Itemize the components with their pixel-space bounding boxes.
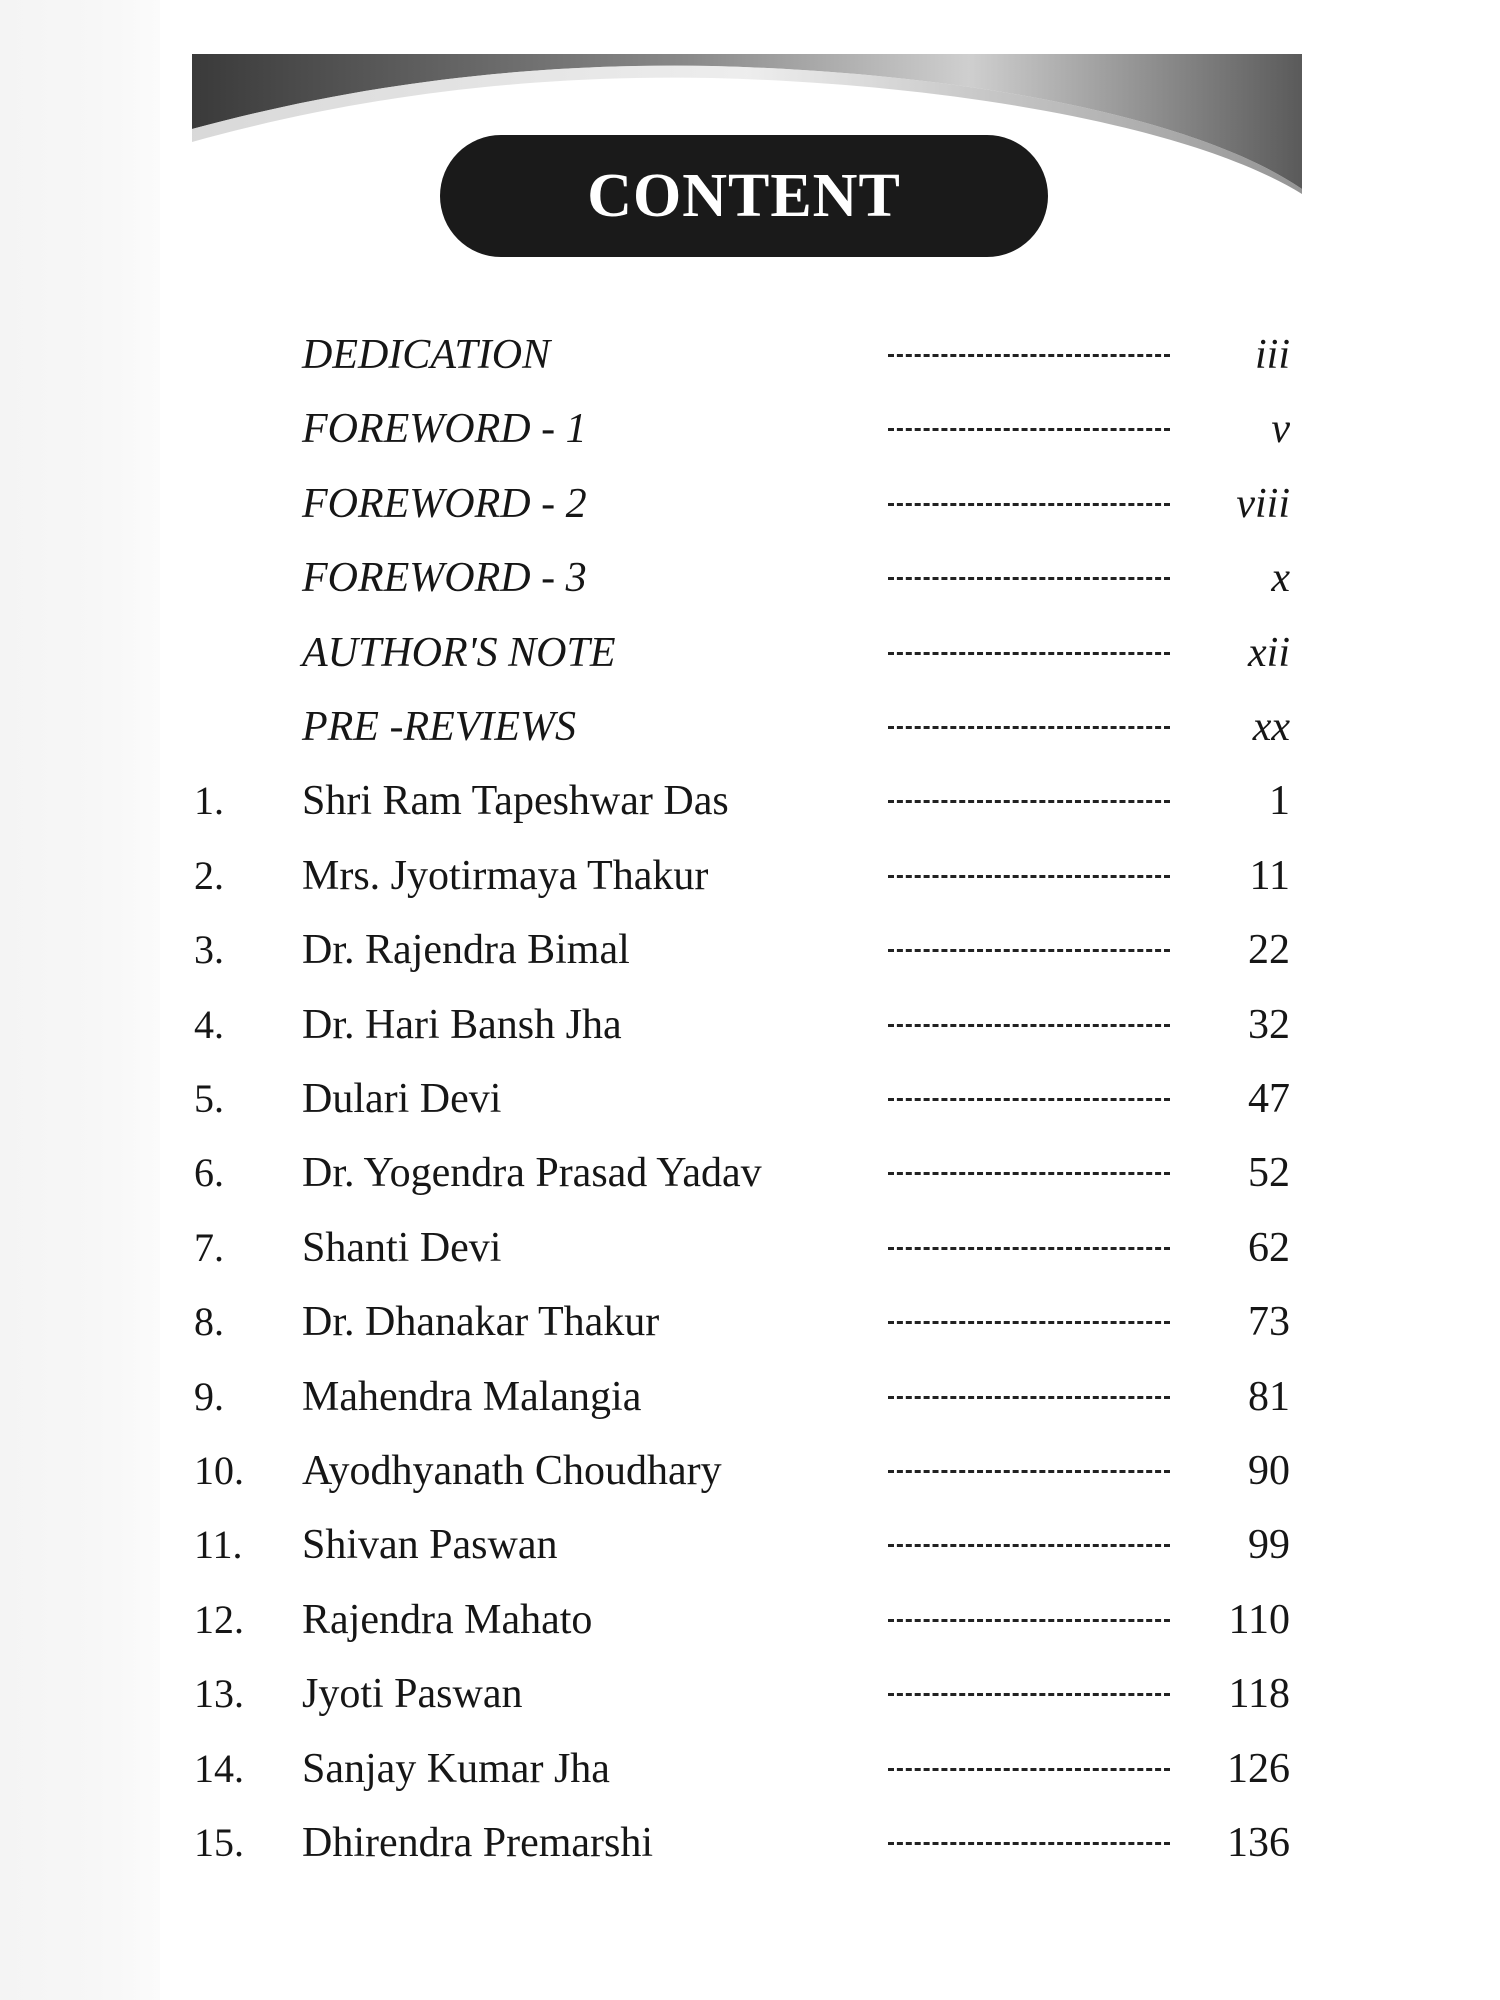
toc-entry-page-number: 1 xyxy=(1269,778,1290,825)
toc-entry-page-number: 47 xyxy=(1248,1076,1290,1122)
toc-dot-leader xyxy=(888,1693,1170,1696)
toc-entry-number: 12. xyxy=(194,1596,244,1642)
toc-entry-page-number: viii xyxy=(1236,480,1290,527)
toc-entry-page-number: 90 xyxy=(1248,1448,1290,1494)
toc-entry-page-number: 62 xyxy=(1248,1224,1290,1271)
toc-entry-page-number: 73 xyxy=(1248,1299,1290,1346)
toc-entry-page-number: 126 xyxy=(1227,1745,1290,1792)
toc-entry xyxy=(0,541,1500,615)
toc-entry-number: 6. xyxy=(194,1150,224,1196)
toc-entry xyxy=(0,1508,1500,1582)
toc-entry-title: Rajendra Mahato xyxy=(302,1596,593,1643)
toc-entry-page-number: 81 xyxy=(1248,1373,1290,1420)
toc-entry xyxy=(0,1285,1500,1359)
toc-dot-leader xyxy=(888,1842,1170,1845)
toc-dot-leader xyxy=(888,1247,1170,1250)
toc-entry xyxy=(0,1657,1500,1731)
toc-entry-page-number: 118 xyxy=(1228,1671,1290,1718)
toc-entry xyxy=(0,1806,1500,1880)
toc-dot-leader xyxy=(888,428,1170,431)
toc-entry xyxy=(0,1434,1500,1508)
toc-entry-title: Shanti Devi xyxy=(302,1224,502,1271)
toc-entry xyxy=(0,764,1500,838)
toc-entry-number: 14. xyxy=(194,1745,244,1791)
toc-entry-title: DEDICATION xyxy=(302,332,551,378)
toc-entry xyxy=(0,913,1500,987)
toc-entry-title: Dr. Rajendra Bimal xyxy=(302,927,630,974)
toc-entry xyxy=(0,1211,1500,1285)
toc-entry-page-number: v xyxy=(1271,406,1290,453)
toc-entry-number: 5. xyxy=(194,1076,224,1121)
toc-dot-leader xyxy=(888,1024,1170,1027)
toc-dot-leader xyxy=(888,800,1170,803)
toc-dot-leader xyxy=(888,354,1170,357)
toc-dot-leader xyxy=(888,1172,1170,1175)
toc-entry-title: Ayodhyanath Choudhary xyxy=(302,1448,722,1494)
toc-entry-title: Shri Ram Tapeshwar Das xyxy=(302,778,729,825)
toc-entry xyxy=(0,1062,1500,1136)
toc-entry-number: 7. xyxy=(194,1224,224,1270)
toc-dot-leader xyxy=(888,875,1170,878)
toc-entry xyxy=(0,1732,1500,1806)
toc-entry xyxy=(0,1360,1500,1434)
toc-entry xyxy=(0,690,1500,764)
toc-entry-title: Dr. Dhanakar Thakur xyxy=(302,1299,660,1346)
toc-dot-leader xyxy=(888,1098,1170,1101)
toc-entry-page-number: 99 xyxy=(1248,1522,1290,1569)
toc-entry-page-number: 11 xyxy=(1249,852,1290,899)
toc-entry xyxy=(0,1136,1500,1210)
toc-dot-leader xyxy=(888,726,1170,729)
toc-entry-title: Dr. Yogendra Prasad Yadav xyxy=(302,1150,762,1197)
toc-dot-leader xyxy=(888,1544,1170,1547)
toc-entry xyxy=(0,616,1500,690)
toc-entry-page-number: 32 xyxy=(1248,1001,1290,1048)
toc-entry-title: Mrs. Jyotirmaya Thakur xyxy=(302,852,709,899)
toc-entry xyxy=(0,988,1500,1062)
toc-dot-leader xyxy=(888,503,1170,506)
toc-entry-page-number: 136 xyxy=(1227,1820,1290,1866)
toc-entry-title: Dhirendra Premarshi xyxy=(302,1820,654,1866)
toc-entry xyxy=(0,467,1500,541)
toc-entry-title: FOREWORD - 2 xyxy=(302,480,587,527)
toc-entry-page-number: xii xyxy=(1248,629,1290,676)
toc-entry-page-number: x xyxy=(1271,555,1290,602)
toc-entry-page-number: iii xyxy=(1254,332,1290,378)
toc-entry-number: 15. xyxy=(194,1820,244,1865)
toc-entry-number: 2. xyxy=(194,852,224,898)
toc-entry-title: Sanjay Kumar Jha xyxy=(302,1745,610,1792)
toc-dot-leader xyxy=(888,1396,1170,1399)
toc-entry-title: Jyoti Paswan xyxy=(302,1671,523,1718)
toc-entry-title: Shivan Paswan xyxy=(302,1522,558,1569)
toc-entry-page-number: xx xyxy=(1252,704,1290,750)
toc-entry xyxy=(0,318,1500,392)
toc-entry-page-number: 22 xyxy=(1248,927,1290,974)
toc-entry-title: AUTHOR'S NOTE xyxy=(302,629,616,676)
toc-dot-leader xyxy=(888,1470,1170,1473)
toc-entry-number: 13. xyxy=(194,1671,244,1717)
toc-entry-page-number: 52 xyxy=(1248,1150,1290,1197)
toc-entry-page-number: 110 xyxy=(1228,1596,1290,1643)
toc-entry-title: Dr. Hari Bansh Jha xyxy=(302,1001,622,1048)
toc-dot-leader xyxy=(888,577,1170,580)
toc-entry-number: 4. xyxy=(194,1001,224,1047)
toc-entry-title: FOREWORD - 1 xyxy=(302,406,587,453)
toc-entry-number: 9. xyxy=(194,1373,224,1419)
toc-entry-title: FOREWORD - 3 xyxy=(302,555,587,602)
toc-dot-leader xyxy=(888,652,1170,655)
toc-entry-number: 1. xyxy=(194,778,224,824)
toc-entry-title: Mahendra Malangia xyxy=(302,1373,642,1420)
toc-entry xyxy=(0,1583,1500,1657)
toc-dot-leader xyxy=(888,949,1170,952)
page-title: CONTENT xyxy=(440,135,1048,257)
toc-entry-number: 8. xyxy=(194,1299,224,1345)
toc-dot-leader xyxy=(888,1619,1170,1622)
toc-dot-leader xyxy=(888,1768,1170,1771)
toc-entry-title: Dulari Devi xyxy=(302,1076,502,1122)
toc-entry-title: PRE -REVIEWS xyxy=(302,704,577,750)
toc-entry-number: 11. xyxy=(194,1522,243,1568)
toc-entry-number: 3. xyxy=(194,927,224,973)
toc-entry-number: 10. xyxy=(194,1448,244,1493)
toc-entry xyxy=(0,392,1500,466)
toc-dot-leader xyxy=(888,1321,1170,1324)
toc-entry xyxy=(0,839,1500,913)
